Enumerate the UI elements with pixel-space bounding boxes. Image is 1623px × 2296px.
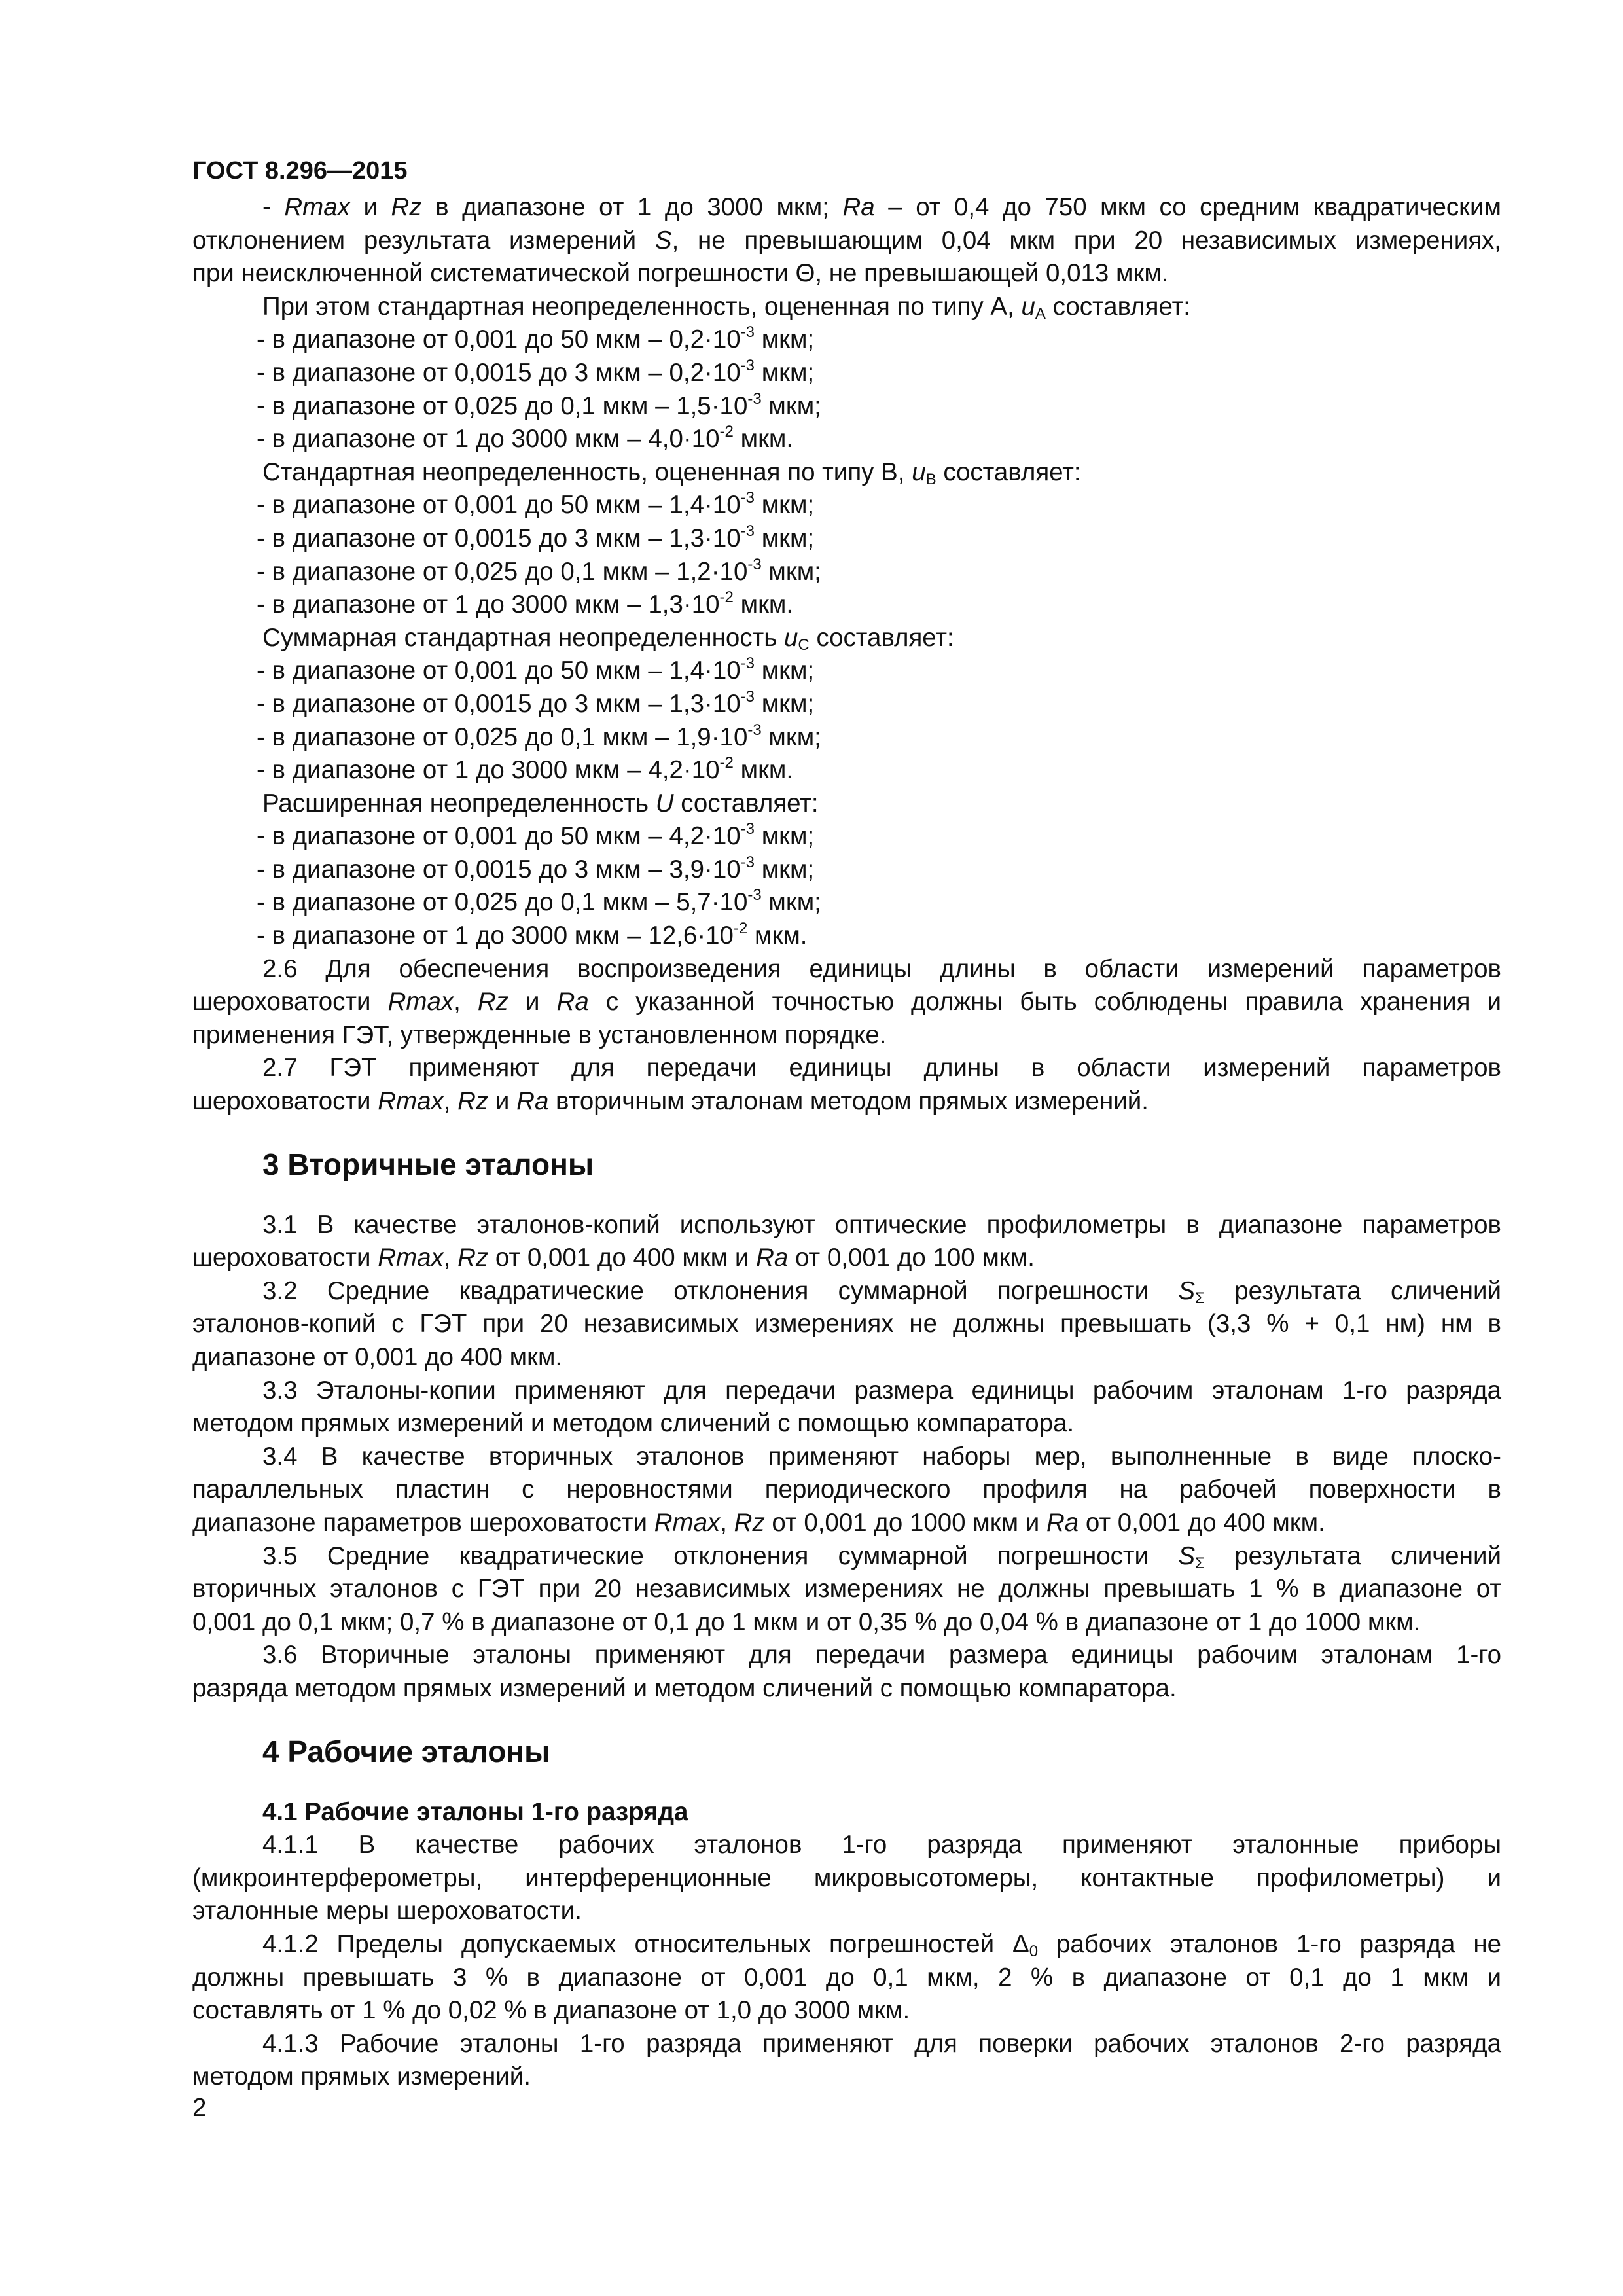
list-item: - в диапазоне от 0,0015 до 3 мкм – $1,3\cdot 10^{-3}$ мкм;: [257, 687, 815, 718]
para-3-5-line-3: 0,001 до 0,1 мкм; 0,7 % в диапазоне от 0,1 до 1 мкм и от 0,35 % до 0,04 % в диапазоне от 1 до 1000 мкм.: [192, 1607, 1421, 1636]
para-3-6-line-2: разряда методом прямых измерений и методом сличений с помощью компаратора.: [192, 1674, 1177, 1702]
list-item: - в диапазоне от 0,025 до 0,1 мкм – $5,7\cdot 10^{-3}$ мкм;: [257, 886, 821, 917]
list-item: - в диапазоне от 0,0015 до 3 мкм – $3,9\cdot 10^{-3}$ мкм;: [257, 853, 815, 884]
para-4-1-1-line-3: эталонные меры шероховатости.: [192, 1897, 582, 1926]
subsection-4-1-title: 4.1 Рабочие эталоны 1-го разряда: [262, 1797, 688, 1826]
para-3-2-line-3: диапазоне от 0,001 до 400 мкм.: [192, 1343, 563, 1371]
para-3-3-line-1: 3.3 Эталоны-копии применяют для передачи размера единицы рабочим эталонам 1-го разряда: [262, 1376, 1501, 1405]
list-item: - в диапазоне от 0,001 до 50 мкм – $4,2\cdot 10^{-3}$ мкм;: [257, 820, 815, 851]
para-3-4-line-3: диапазоне параметров шероховатости Rmax, Rz от 0,001 до 1000 мкм и Ra от 0,001 до 400 мкм.: [192, 1508, 1325, 1537]
document-page: [192, 154, 1501, 2094]
uncert-a-heading: При этом стандартная неопределенность, оцененная по типу А, $u_A$ составляет:: [262, 292, 1190, 323]
section-4-title: 4 Рабочие эталоны: [262, 1734, 550, 1768]
para-4-1-2-line-3: составлять от 1 % до 0,02 % в диапазоне от 1,0 до 3000 мкм.: [192, 1996, 910, 2025]
uncert-c-heading: Суммарная стандартная неопределенность $u_C$ составляет:: [262, 623, 954, 654]
para-3-4-line-1: 3.4 В качестве вторичных эталонов применяют наборы мер, выполненные в виде плоско-: [262, 1442, 1501, 1471]
ra-symbol: Ra: [842, 193, 875, 221]
list-item: - в диапазоне от 1 до 3000 мкм – $4,0\cdot 10^{-2}$ мкм.: [257, 423, 794, 454]
para-4-1-2-line-1: 4.1.2 Пределы допускаемых относительных погрешностей $\Delta_0$ рабочих эталонов 1-го разряда не: [262, 1929, 1501, 1960]
para-2-6-line-2: шероховатости Rmax, Rz и Ra с указанной точностью должны быть соблюдены правила хранения и: [192, 988, 1501, 1016]
rz-symbol: Rz: [391, 193, 422, 221]
para-2-7-line-1: 2.7 ГЭТ применяют для передачи единицы длины в области измерений параметров: [262, 1054, 1501, 1083]
para-3-6-line-1: 3.6 Вторичные эталоны применяют для передачи размера единицы рабочим эталонам 1-го: [262, 1641, 1501, 1670]
para-2-6-line-3: применения ГЭТ, утвержденные в установленном порядке.: [192, 1020, 887, 1049]
para-4-1-3-line-1: 4.1.3 Рабочие эталоны 1-го разряда применяют для поверки рабочих эталонов 2-го разряда: [262, 2029, 1501, 2058]
para-3-3-line-2: методом прямых измерений и методом сличений с помощью компаратора.: [192, 1409, 1075, 1438]
para-4-1-3-line-2: методом прямых измерений.: [192, 2062, 531, 2091]
list-item: - в диапазоне от 0,001 до 50 мкм – $0,2\cdot 10^{-3}$ мкм;: [257, 323, 815, 354]
list-item: - в диапазоне от 0,001 до 50 мкм – $1,4\cdot 10^{-3}$ мкм;: [257, 489, 815, 520]
para-3-2-line-1: 3.2 Средние квадратические отклонения суммарной погрешности $S_\Sigma$ результата сличений: [262, 1276, 1501, 1307]
para-3-1-line-1: 3.1 В качестве эталонов-копий используют оптические профилометры в диапазоне параметров: [262, 1210, 1501, 1239]
intro-line-1: - Rmax и Rz в диапазоне от 1 до 3000 мкм; Ra – от 0,4 до 750 мкм со средним квадратическим: [262, 193, 1502, 221]
document-header: ГОСТ 8.296—2015: [192, 157, 408, 185]
intro-line-3: при неисключенной систематической погрешности Θ, не превышающей 0,013 мкм.: [192, 259, 1169, 288]
para-3-5-line-1: 3.5 Средние квадратические отклонения суммарной погрешности $S_\Sigma$ результата сличений: [262, 1541, 1501, 1572]
rmax-symbol: Rmax: [284, 193, 350, 221]
list-item: - в диапазоне от 0,025 до 0,1 мкм – $1,2\cdot 10^{-3}$ мкм;: [257, 555, 821, 586]
list-item: - в диапазоне от 0,025 до 0,1 мкм – $1,9\cdot 10^{-3}$ мкм;: [257, 721, 821, 751]
para-3-2-line-2: эталонов-копий с ГЭТ при 20 независимых измерениях не должны превышать (3,3 % + 0,1 нм) нм в: [192, 1310, 1501, 1338]
intro-line-2: отклонением результата измерений S, не превышающим 0,04 мкм при 20 независимых измерениях,: [192, 226, 1501, 255]
uncert-b-heading: Стандартная неопределенность, оцененная по типу В, $u_B$ составляет:: [262, 457, 1081, 488]
list-item: - в диапазоне от 0,025 до 0,1 мкм – $1,5\cdot 10^{-3}$ мкм;: [257, 389, 821, 420]
para-3-4-line-2: параллельных пластин с неровностями периодического профиля на рабочей поверхности в: [192, 1475, 1501, 1504]
list-item: - в диапазоне от 1 до 3000 мкм – $1,3\cdot 10^{-2}$ мкм.: [257, 588, 794, 619]
page-number: 2: [192, 2094, 207, 2122]
section-3-title: 3 Вторичные эталоны: [262, 1147, 594, 1181]
para-2-7-line-2: шероховатости Rmax, Rz и Ra вторичным эталонам методом прямых измерений.: [192, 1087, 1149, 1116]
para-3-1-line-2: шероховатости Rmax, Rz от 0,001 до 400 мкм и Ra от 0,001 до 100 мкм.: [192, 1244, 1035, 1272]
para-2-6-line-1: 2.6 Для обеспечения воспроизведения единицы длины в области измерений параметров: [262, 954, 1501, 983]
para-4-1-1-line-2: (микроинтерферометры, интерференционные микровысотомеры, контактные профилометры) и: [192, 1863, 1501, 1892]
para-4-1-1-line-1: 4.1.1 В качестве рабочих эталонов 1-го разряда применяют эталонные приборы: [262, 1831, 1501, 1859]
list-item: - в диапазоне от 1 до 3000 мкм – $12,6\cdot 10^{-2}$ мкм.: [257, 920, 808, 950]
para-3-5-line-2: вторичных эталонов с ГЭТ при 20 независимых измерениях не должны превышать 1 % в диапазоне от: [192, 1575, 1501, 1604]
uncert-u-heading: Расширенная неопределенность U составляет:: [262, 789, 819, 817]
list-item: - в диапазоне от 0,0015 до 3 мкм – $0,2\cdot 10^{-3}$ мкм;: [257, 356, 815, 387]
list-item: - в диапазоне от 1 до 3000 мкм – $4,2\cdot 10^{-2}$ мкм.: [257, 754, 794, 785]
list-item: - в диапазоне от 0,001 до 50 мкм – $1,4\cdot 10^{-3}$ мкм;: [257, 655, 815, 685]
para-4-1-2-line-2: должны превышать 3 % в диапазоне от 0,001 до 0,1 мкм, 2 % в диапазоне от 0,1 до 1 мкм и: [192, 1963, 1501, 1992]
list-item: - в диапазоне от 0,0015 до 3 мкм – $1,3\cdot 10^{-3}$ мкм;: [257, 522, 815, 552]
delta-symbol: Δ: [1012, 1929, 1029, 1958]
